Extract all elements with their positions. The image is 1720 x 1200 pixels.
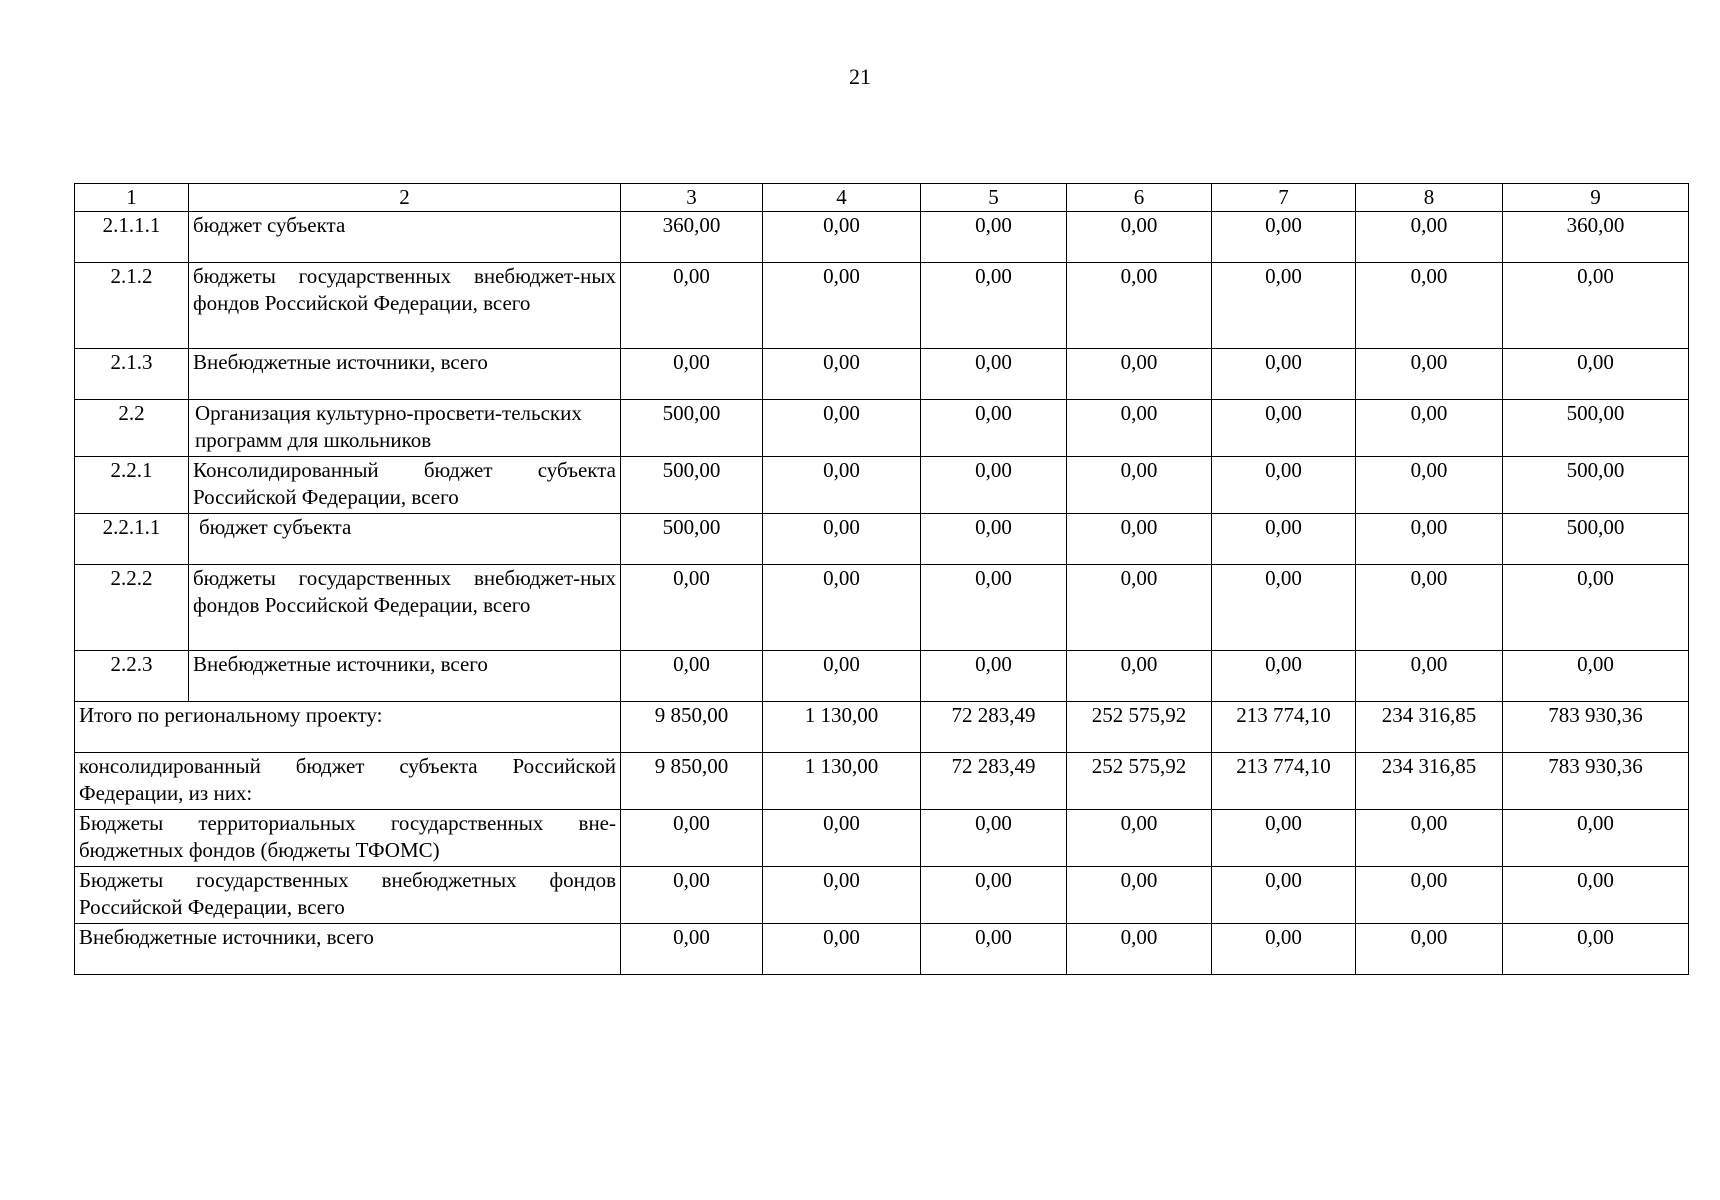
table-row: [75, 349, 1689, 400]
row-value: 0,00: [1356, 457, 1503, 514]
row-value: 0,00: [1503, 349, 1689, 400]
total-value: 0,00: [621, 867, 763, 924]
total-value: 0,00: [1212, 810, 1356, 867]
row-value: 0,00: [1212, 400, 1356, 457]
row-value: 0,00: [1212, 514, 1356, 565]
total-value: 252 575,92: [1067, 753, 1212, 810]
total-row: [75, 810, 1689, 867]
total-value: 783 930,36: [1503, 702, 1689, 753]
row-value: 0,00: [1503, 651, 1689, 702]
total-value: 0,00: [1356, 810, 1503, 867]
column-header: 7: [1212, 184, 1356, 212]
row-value: 360,00: [621, 212, 763, 263]
row-value: 0,00: [1356, 349, 1503, 400]
row-value: 0,00: [1067, 514, 1212, 565]
row-value: 0,00: [763, 457, 921, 514]
row-value: 0,00: [1356, 514, 1503, 565]
row-name: Консолидированный бюджет субъекта Российской Федерации, всего: [189, 457, 621, 514]
total-value: 0,00: [763, 810, 921, 867]
row-code: 2.2.1: [75, 457, 189, 514]
total-value: 0,00: [1067, 810, 1212, 867]
row-value: 500,00: [621, 514, 763, 565]
total-value: 0,00: [921, 924, 1067, 975]
row-value: 0,00: [921, 565, 1067, 651]
column-header: 3: [621, 184, 763, 212]
total-value: 0,00: [1212, 924, 1356, 975]
total-value: 0,00: [763, 867, 921, 924]
row-value: 0,00: [763, 212, 921, 263]
row-value: 0,00: [1212, 457, 1356, 514]
row-value: 0,00: [763, 565, 921, 651]
row-value: 0,00: [921, 514, 1067, 565]
row-value: 360,00: [1503, 212, 1689, 263]
total-value: 1 130,00: [763, 702, 921, 753]
row-value: 0,00: [1503, 263, 1689, 349]
row-value: 0,00: [921, 651, 1067, 702]
total-row-name: Бюджеты территориальных государственных вне-бюджетных фондов (бюджеты ТФОМС): [75, 810, 621, 867]
total-value: 0,00: [763, 924, 921, 975]
row-value: 0,00: [1356, 651, 1503, 702]
total-value: 234 316,85: [1356, 753, 1503, 810]
row-value: 0,00: [1067, 400, 1212, 457]
total-value: 0,00: [621, 810, 763, 867]
row-value: 0,00: [763, 514, 921, 565]
row-value: 0,00: [1212, 349, 1356, 400]
column-header: 9: [1503, 184, 1689, 212]
row-value: 0,00: [621, 263, 763, 349]
total-value: 0,00: [921, 867, 1067, 924]
row-code: 2.2.3: [75, 651, 189, 702]
total-value: 0,00: [1212, 867, 1356, 924]
total-value: 0,00: [1356, 867, 1503, 924]
total-value: 72 283,49: [921, 753, 1067, 810]
total-value: 213 774,10: [1212, 753, 1356, 810]
total-value: 0,00: [1503, 810, 1689, 867]
row-value: 0,00: [1212, 651, 1356, 702]
total-value: 0,00: [1356, 924, 1503, 975]
row-value: 500,00: [1503, 514, 1689, 565]
row-name: бюджеты государственных внебюджет-ных фондов Российской Федерации, всего: [189, 565, 621, 651]
row-value: 0,00: [1212, 212, 1356, 263]
row-value: 0,00: [763, 651, 921, 702]
total-value: 0,00: [921, 810, 1067, 867]
row-name: Внебюджетные источники, всего: [189, 651, 621, 702]
total-value: 72 283,49: [921, 702, 1067, 753]
row-code: 2.2.2: [75, 565, 189, 651]
row-value: 0,00: [763, 349, 921, 400]
total-value: 1 130,00: [763, 753, 921, 810]
row-code: 2.2: [75, 400, 189, 457]
total-value: 0,00: [1067, 867, 1212, 924]
total-value: 0,00: [621, 924, 763, 975]
table-row: [75, 565, 1689, 651]
row-value: 0,00: [1356, 565, 1503, 651]
total-value: 252 575,92: [1067, 702, 1212, 753]
table-row: [75, 651, 1689, 702]
column-header-row: [75, 184, 1689, 212]
total-value: 0,00: [1503, 924, 1689, 975]
total-row: [75, 702, 1689, 753]
total-value: 0,00: [1503, 867, 1689, 924]
total-row: [75, 753, 1689, 810]
column-header: 6: [1067, 184, 1212, 212]
row-value: 500,00: [1503, 457, 1689, 514]
budget-table: [74, 183, 1689, 975]
row-code: 2.1.3: [75, 349, 189, 400]
total-row-name: Итого по региональному проекту:: [75, 702, 621, 753]
row-name: бюджет субъекта: [189, 514, 621, 565]
table-row: [75, 457, 1689, 514]
row-value: 500,00: [621, 457, 763, 514]
total-value: 213 774,10: [1212, 702, 1356, 753]
page-number: 21: [849, 64, 871, 89]
row-value: 0,00: [621, 349, 763, 400]
column-header: 2: [189, 184, 621, 212]
row-value: 0,00: [1212, 263, 1356, 349]
table-row: [75, 514, 1689, 565]
row-value: 0,00: [1067, 212, 1212, 263]
row-name: Внебюджетные источники, всего: [189, 349, 621, 400]
column-header: 5: [921, 184, 1067, 212]
total-value: 783 930,36: [1503, 753, 1689, 810]
row-value: 0,00: [921, 212, 1067, 263]
total-value: 234 316,85: [1356, 702, 1503, 753]
total-value: 9 850,00: [621, 753, 763, 810]
total-row: [75, 924, 1689, 975]
total-row: [75, 867, 1689, 924]
row-value: 0,00: [621, 651, 763, 702]
table-row: [75, 263, 1689, 349]
row-value: 0,00: [921, 457, 1067, 514]
row-value: 0,00: [763, 263, 921, 349]
row-code: 2.1.2: [75, 263, 189, 349]
row-value: 0,00: [1067, 263, 1212, 349]
total-row-name: консолидированный бюджет субъекта Российской Федерации, из них:: [75, 753, 621, 810]
total-value: 0,00: [1067, 924, 1212, 975]
total-row-name: Бюджеты государственных внебюджетных фондов Российской Федерации, всего: [75, 867, 621, 924]
row-value: 0,00: [921, 349, 1067, 400]
row-code: 2.2.1.1: [75, 514, 189, 565]
row-value: 0,00: [1356, 400, 1503, 457]
row-value: 0,00: [921, 263, 1067, 349]
row-value: 0,00: [1212, 565, 1356, 651]
row-value: 0,00: [621, 565, 763, 651]
total-row-name: Внебюджетные источники, всего: [75, 924, 621, 975]
row-value: 500,00: [621, 400, 763, 457]
row-value: 500,00: [1503, 400, 1689, 457]
row-value: 0,00: [921, 400, 1067, 457]
column-header: 8: [1356, 184, 1503, 212]
total-value: 9 850,00: [621, 702, 763, 753]
row-code: 2.1.1.1: [75, 212, 189, 263]
row-name: бюджеты государственных внебюджет-ных фондов Российской Федерации, всего: [189, 263, 621, 349]
row-name: бюджет субъекта: [189, 212, 621, 263]
row-value: 0,00: [1067, 349, 1212, 400]
row-name: Организация культурно-просвети-тельских программ для школьников: [189, 400, 621, 457]
row-value: 0,00: [1356, 263, 1503, 349]
row-value: 0,00: [1067, 457, 1212, 514]
column-header: 1: [75, 184, 189, 212]
row-value: 0,00: [1356, 212, 1503, 263]
row-value: 0,00: [763, 400, 921, 457]
column-header: 4: [763, 184, 921, 212]
table-row: [75, 400, 1689, 457]
row-value: 0,00: [1503, 565, 1689, 651]
row-value: 0,00: [1067, 565, 1212, 651]
row-value: 0,00: [1067, 651, 1212, 702]
table-row: [75, 212, 1689, 263]
